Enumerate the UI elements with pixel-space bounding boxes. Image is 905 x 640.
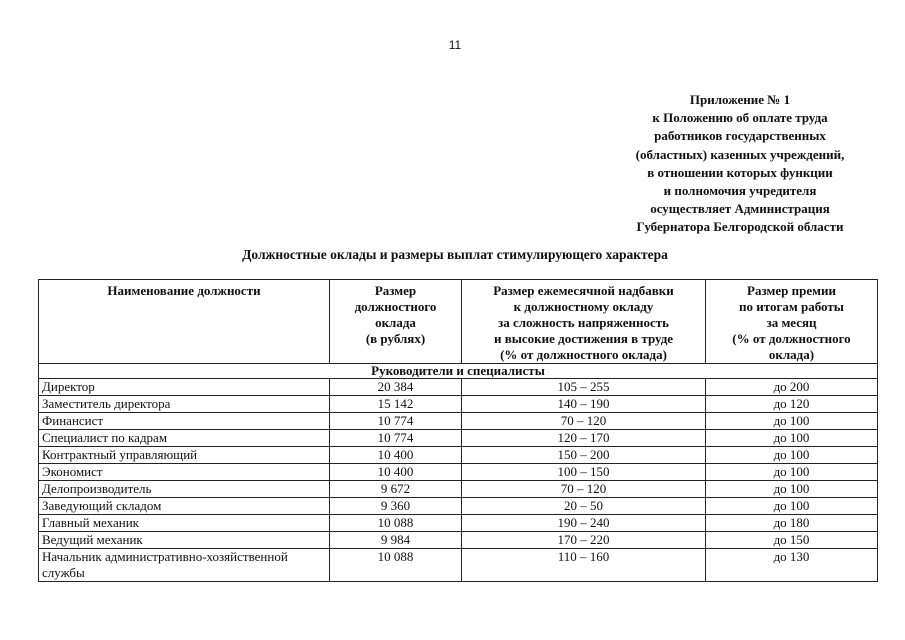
cell-premium: до 150	[706, 532, 878, 549]
appendix-line: в отношении которых функции	[647, 164, 833, 180]
cell-salary: 10 400	[330, 464, 462, 481]
table-header-row	[39, 280, 878, 364]
cell-salary: 10 400	[330, 447, 462, 464]
table-row	[39, 413, 878, 430]
header-salary-line: Размер	[374, 283, 417, 298]
cell-premium: до 100	[706, 498, 878, 515]
table-row	[39, 379, 878, 396]
appendix-heading	[600, 91, 880, 237]
page-number: 11	[448, 38, 462, 52]
header-salary	[330, 280, 462, 364]
cell-premium: до 100	[706, 430, 878, 447]
cell-position: Ведущий механик	[39, 532, 330, 549]
header-bonus-line: и высокие достижения в труде	[493, 331, 674, 346]
header-bonus-line: Размер ежемесячной надбавки	[493, 283, 674, 298]
cell-premium: до 130	[706, 549, 878, 582]
header-position-line: Наименование должности	[107, 283, 261, 298]
document-title: Должностные оклады и размеры выплат стимулирующего характера	[242, 247, 668, 262]
header-bonus-line: к должностному окладу	[513, 299, 654, 314]
appendix-line: осуществляет Администрация	[650, 201, 830, 217]
cell-position: Заместитель директора	[39, 396, 330, 413]
salary-table	[38, 279, 878, 582]
appendix-line: (областных) казенных учреждений,	[635, 146, 845, 162]
header-salary-line: (в рублях)	[365, 331, 426, 346]
table-row	[39, 481, 878, 498]
cell-position: Контрактный управляющий	[39, 447, 330, 464]
cell-bonus: 140 – 190	[462, 396, 706, 413]
cell-position: Директор	[39, 379, 330, 396]
cell-premium: до 120	[706, 396, 878, 413]
appendix-line: и полномочия учредителя	[663, 183, 817, 199]
cell-bonus: 150 – 200	[462, 447, 706, 464]
table-row	[39, 532, 878, 549]
cell-bonus: 110 – 160	[462, 549, 706, 582]
cell-position: Делопроизводитель	[39, 481, 330, 498]
cell-bonus: 100 – 150	[462, 464, 706, 481]
cell-premium: до 100	[706, 447, 878, 464]
cell-bonus: 105 – 255	[462, 379, 706, 396]
appendix-line: Приложение № 1	[689, 92, 791, 107]
cell-bonus: 20 – 50	[462, 498, 706, 515]
cell-bonus: 70 – 120	[462, 481, 706, 498]
header-premium	[706, 280, 878, 364]
table-row	[39, 498, 878, 515]
cell-salary: 10 088	[330, 549, 462, 582]
cell-position: Заведующий складом	[39, 498, 330, 515]
cell-position: Специалист по кадрам	[39, 430, 330, 447]
table-row	[39, 515, 878, 532]
header-salary-line: должностного	[354, 299, 437, 314]
appendix-line: к Положению об оплате труда	[652, 110, 828, 126]
header-bonus	[462, 280, 706, 364]
cell-premium: до 200	[706, 379, 878, 396]
header-position	[39, 280, 330, 364]
cell-salary: 15 142	[330, 396, 462, 413]
table-row	[39, 464, 878, 481]
cell-position: Экономист	[39, 464, 330, 481]
cell-bonus: 190 – 240	[462, 515, 706, 532]
cell-position: Главный механик	[39, 515, 330, 532]
cell-bonus: 120 – 170	[462, 430, 706, 447]
cell-salary: 10 088	[330, 515, 462, 532]
cell-bonus: 70 – 120	[462, 413, 706, 430]
header-premium-line: оклада)	[768, 347, 815, 362]
cell-salary: 10 774	[330, 430, 462, 447]
section-row	[39, 364, 878, 379]
cell-salary: 9 984	[330, 532, 462, 549]
table-row	[39, 549, 878, 582]
header-salary-line: оклада	[375, 315, 416, 330]
cell-salary: 10 774	[330, 413, 462, 430]
header-premium-line: Размер премии	[747, 283, 836, 298]
appendix-line: работников государственных	[654, 128, 826, 144]
appendix-line: Губернатора Белгородской области	[636, 219, 844, 235]
table-row	[39, 396, 878, 413]
cell-premium: до 100	[706, 413, 878, 430]
cell-position: Финансист	[39, 413, 330, 430]
header-premium-line: (% от должностного	[732, 331, 851, 346]
header-bonus-line: (% от должностного оклада)	[500, 347, 667, 362]
section-title: Руководители и специалисты	[39, 364, 878, 379]
cell-premium: до 180	[706, 515, 878, 532]
cell-position: Начальник административно-хозяйственной службы	[39, 549, 330, 582]
cell-salary: 20 384	[330, 379, 462, 396]
header-premium-line: по итогам работы	[739, 299, 844, 314]
cell-premium: до 100	[706, 481, 878, 498]
cell-bonus: 170 – 220	[462, 532, 706, 549]
table-row	[39, 430, 878, 447]
table-row	[39, 447, 878, 464]
cell-salary: 9 672	[330, 481, 462, 498]
cell-salary: 9 360	[330, 498, 462, 515]
header-bonus-line: за сложность напряженность	[497, 315, 670, 330]
header-premium-line: за месяц	[766, 315, 817, 330]
cell-premium: до 100	[706, 464, 878, 481]
